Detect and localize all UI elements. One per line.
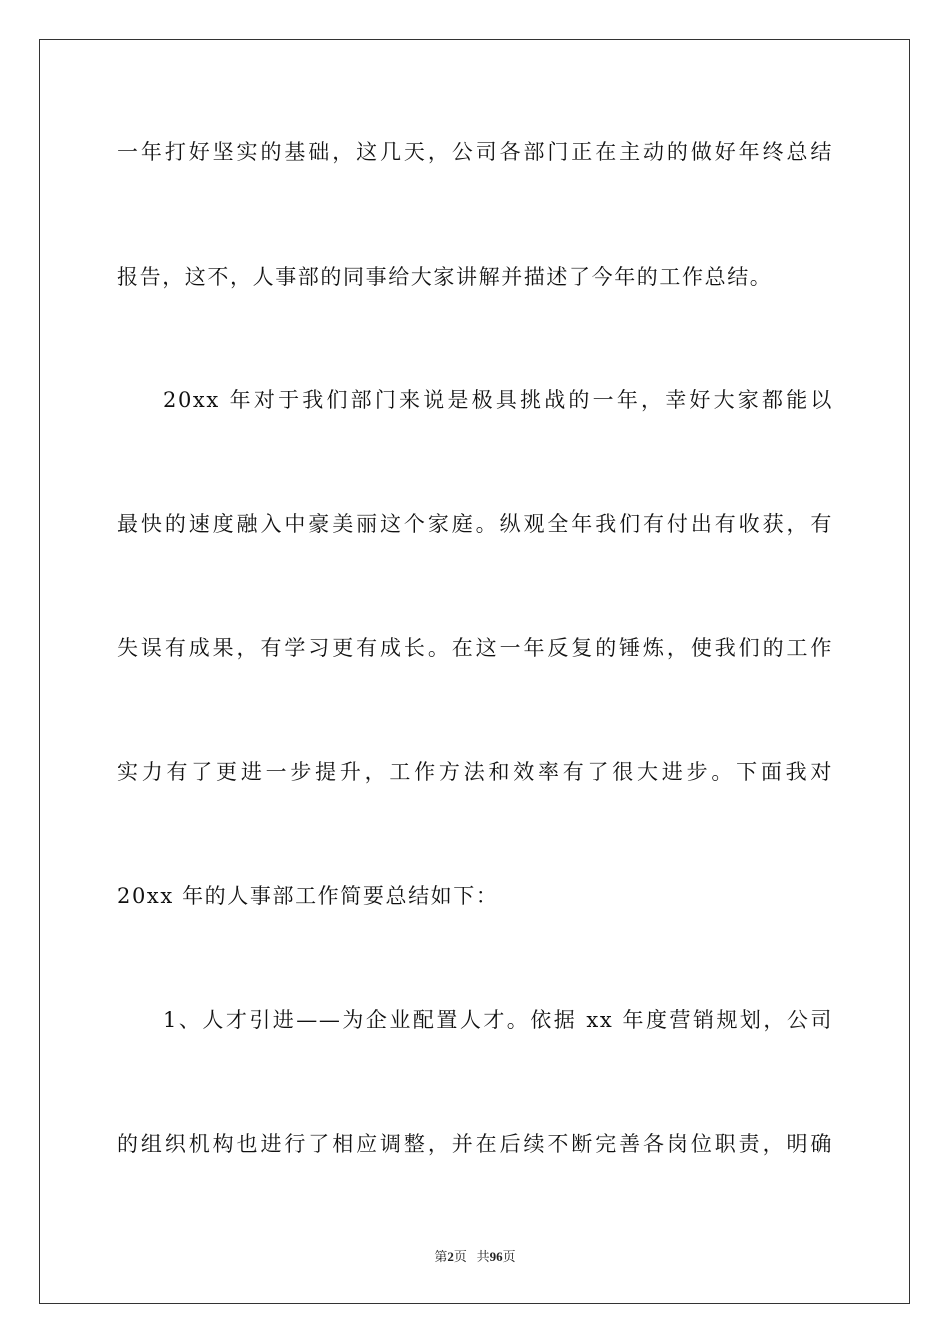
text-line-7: 20xx 年的人事部工作简要总结如下： [117,884,499,908]
text-line-3: 20xx 年对于我们部门来说是极具挑战的一年，幸好大家都能以 [163,388,833,412]
total-pages: 96 [489,1249,503,1264]
page-border [39,39,910,1304]
text-line-4: 最快的速度融入中豪美丽这个家庭。纵观全年我们有付出有收获，有 [117,512,833,536]
page-footer [0,1248,950,1266]
total-prefix: 共 [476,1249,490,1264]
text-line-8: 1、人才引进——为企业配置人才。依据 xx 年度营销规划，公司 [163,1008,833,1032]
total-suffix: 页 [502,1249,516,1264]
text-line-2: 报告，这不，人事部的同事给大家讲解并描述了今年的工作总结。 [117,265,773,289]
page-suffix: 页 [453,1249,467,1264]
text-line-6: 实力有了更进一步提升，工作方法和效率有了很大进步。下面我对 [117,760,833,784]
text-line-9: 的组织机构也进行了相应调整，并在后续不断完善各岗位职责，明确 [117,1132,833,1156]
text-line-5: 失误有成果，有学习更有成长。在这一年反复的锤炼，使我们的工作 [117,636,833,660]
page-number: 2 [447,1249,454,1264]
text-line-1: 一年打好坚实的基础，这几天，公司各部门正在主动的做好年终总结 [117,140,833,164]
page-prefix: 第 [434,1249,448,1264]
